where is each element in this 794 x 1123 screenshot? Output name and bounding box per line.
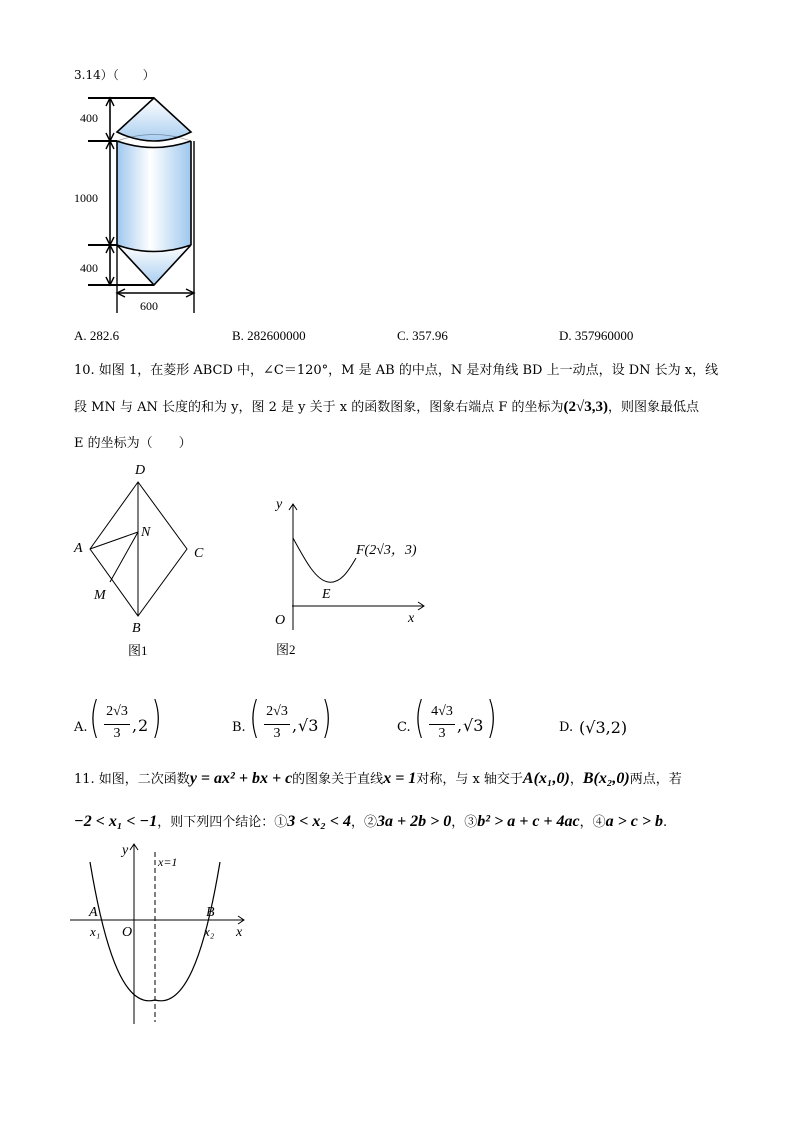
q11-quadratic: y = ax² + bx + c [189, 770, 293, 787]
q10-option-d-value: (√3,2) [579, 718, 628, 737]
q10-line2-text-b: ，则图象最低点 [607, 400, 699, 415]
second-coordinate: √3 [463, 716, 484, 735]
fraction-numerator: 4√3 [431, 704, 453, 719]
point-m-label: M [94, 588, 106, 603]
figure2-caption: 图2 [276, 642, 296, 657]
fraction-numerator: 2√3 [266, 704, 288, 719]
q11-conclusion-3: b² > a + c + 4ac [477, 813, 580, 830]
q10-f-coordinate: (2√3,3) [563, 399, 608, 415]
fraction-numerator: 2√3 [106, 704, 128, 719]
q11-text-6: ，则下列四个结论：① [157, 815, 288, 830]
q11-line1 [74, 768, 682, 788]
q11-axis-eq: x = 1 [383, 770, 417, 787]
x1-label: x₁ [90, 924, 101, 939]
q11-text-2: 的图象关于直线 [292, 772, 384, 787]
q10-option-a-label: A. [74, 720, 88, 735]
dim-top-label: 400 [80, 111, 98, 125]
q11-sep-4: ，④ [579, 815, 606, 830]
origin-label: O [275, 613, 286, 628]
fraction-bar [429, 724, 455, 725]
point-d-label: D [135, 463, 146, 478]
fraction-denominator: 3 [273, 726, 281, 741]
q11-conclusion-1: 3 < x₂ < 4 [287, 813, 352, 830]
q10-option-d [559, 702, 659, 752]
q10-option-b [232, 692, 342, 752]
q9-silo-figure [70, 88, 210, 318]
symmetry-axis-label: x=1 [158, 855, 178, 869]
comma: , [457, 716, 463, 735]
q10-option-a [74, 692, 174, 752]
right-paren: ) [151, 692, 162, 743]
figure1-caption: 图1 [128, 643, 148, 658]
q11-conclusion-4: a > c > b [605, 813, 664, 830]
origin-label: O [122, 925, 133, 940]
q9-option-d: D. 357960000 [559, 328, 634, 343]
comma: , [132, 716, 138, 735]
q9-option-c: C. 357.96 [397, 328, 448, 343]
q11-text-4: ， [569, 772, 583, 787]
y-axis-label: y [122, 843, 129, 858]
left-paren: ( [414, 692, 425, 743]
q11-conclusion-2: 3a + 2b > 0 [377, 813, 452, 830]
left-paren: ( [249, 692, 260, 743]
q11-sep-2: ，② [351, 815, 378, 830]
dim-width-label: 600 [140, 299, 158, 313]
point-n-label: N [141, 525, 151, 540]
point-e-label: E [322, 587, 331, 602]
q9-option-b: B. 282600000 [232, 328, 306, 343]
q10-line1: 10. 如图 1，在菱形 ABCD 中，∠C＝120°，M 是 AB 的中点，N 是对角线 BD 上一动点，设 DN 长为 x，线 [74, 363, 719, 378]
q10-line2-text-a: 段 MN 与 AN 长度的和为 y，图 2 是 y 关于 x 的函数图象，图象右端点 F 的坐标为 [74, 400, 564, 415]
x-axis-label: x [236, 925, 243, 940]
y-axis-label: y [276, 497, 283, 512]
point-b-label: B [206, 905, 215, 920]
point-a-label: A [89, 905, 98, 920]
second-coordinate: 2 [138, 716, 149, 735]
q10-line3: E 的坐标为（ ） [74, 436, 192, 451]
q11-point-b: B(x₂,0) [582, 770, 630, 787]
q11-end: . [663, 815, 668, 830]
q11-text-5: 两点，若 [629, 772, 682, 787]
q11-text-3: 对称，与 x 轴交于 [416, 772, 523, 787]
q9-option-a: A. 282.6 [74, 328, 120, 343]
fraction-bar [264, 724, 290, 725]
right-paren: ) [321, 692, 332, 743]
right-paren: ) [486, 692, 497, 743]
x2-label: x₂ [204, 924, 215, 939]
q11-condition: −2 < x₁ < −1 [74, 813, 158, 830]
q10-figure1-rhombus [66, 458, 226, 660]
x-axis-label: x [408, 611, 415, 626]
point-f-label: F(2√3，3) [356, 543, 417, 558]
q11-parabola-figure [66, 838, 256, 1030]
q10-line2 [74, 396, 699, 416]
q10-figure2-graph [256, 490, 436, 660]
fraction-denominator: 3 [438, 726, 446, 741]
q10-option-d-label: D. [559, 720, 574, 735]
q11-sep-3: ，③ [451, 815, 478, 830]
point-b-label: B [132, 621, 141, 636]
q11-text-1: 11. 如图，二次函数 [74, 772, 190, 787]
fraction-bar [104, 724, 130, 725]
q10-option-c [397, 692, 507, 752]
q9-prefix: 3.14）（ ） [74, 68, 155, 82]
dim-middle-label: 1000 [74, 191, 98, 205]
second-coordinate: √3 [298, 716, 319, 735]
q10-option-b-label: B. [232, 720, 246, 735]
comma: , [292, 716, 298, 735]
fraction-denominator: 3 [113, 726, 121, 741]
point-a-label: A [74, 541, 83, 556]
q11-point-a: A(x₁,0) [522, 770, 570, 787]
q11-line2 [74, 811, 667, 831]
left-paren: ( [89, 692, 100, 743]
point-c-label: C [194, 546, 204, 561]
q10-option-c-label: C. [397, 720, 411, 735]
dim-bottom-label: 400 [80, 261, 98, 275]
